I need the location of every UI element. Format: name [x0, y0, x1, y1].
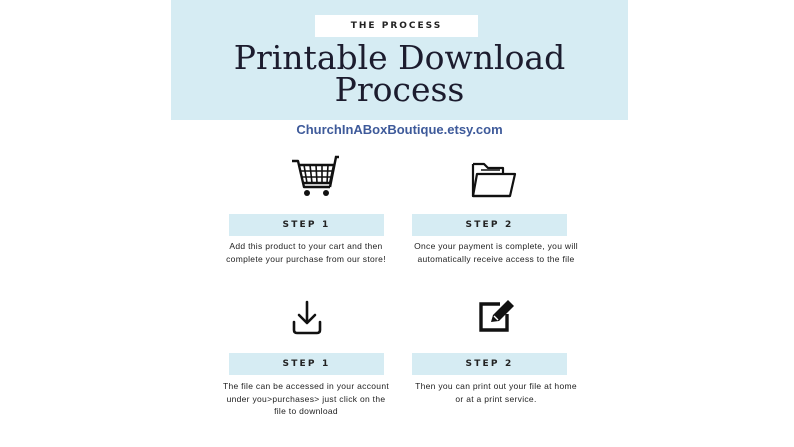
shopping-cart-icon — [290, 155, 340, 199]
step-1-text: Add this product to your cart and then complete your purchase from our store! — [226, 241, 386, 264]
step-2-text: Once your payment is complete, you will automatically receive access to the file — [414, 241, 578, 264]
step-1-label: STEP 1 — [229, 214, 384, 236]
step-3-text: The file can be accessed in your account under you>purchases> just click on the file to download — [222, 381, 390, 416]
step-2-label: STEP 2 — [412, 214, 567, 236]
step-3-label: STEP 1 — [229, 353, 384, 375]
process-tag: THE PROCESS — [315, 15, 478, 37]
download-icon — [291, 300, 323, 336]
step-4-text: Then you can print out your file at home or at a print service. — [415, 381, 577, 404]
step-4-label: STEP 2 — [412, 353, 567, 375]
folder-icon — [470, 160, 518, 200]
shop-link[interactable]: ChurchInABoxBoutique.etsy.com — [296, 122, 503, 137]
page-title — [171, 38, 628, 109]
title-line-1: Printable Download — [233, 38, 566, 77]
edit-icon — [478, 298, 516, 334]
title-line-2: Process — [334, 70, 465, 109]
